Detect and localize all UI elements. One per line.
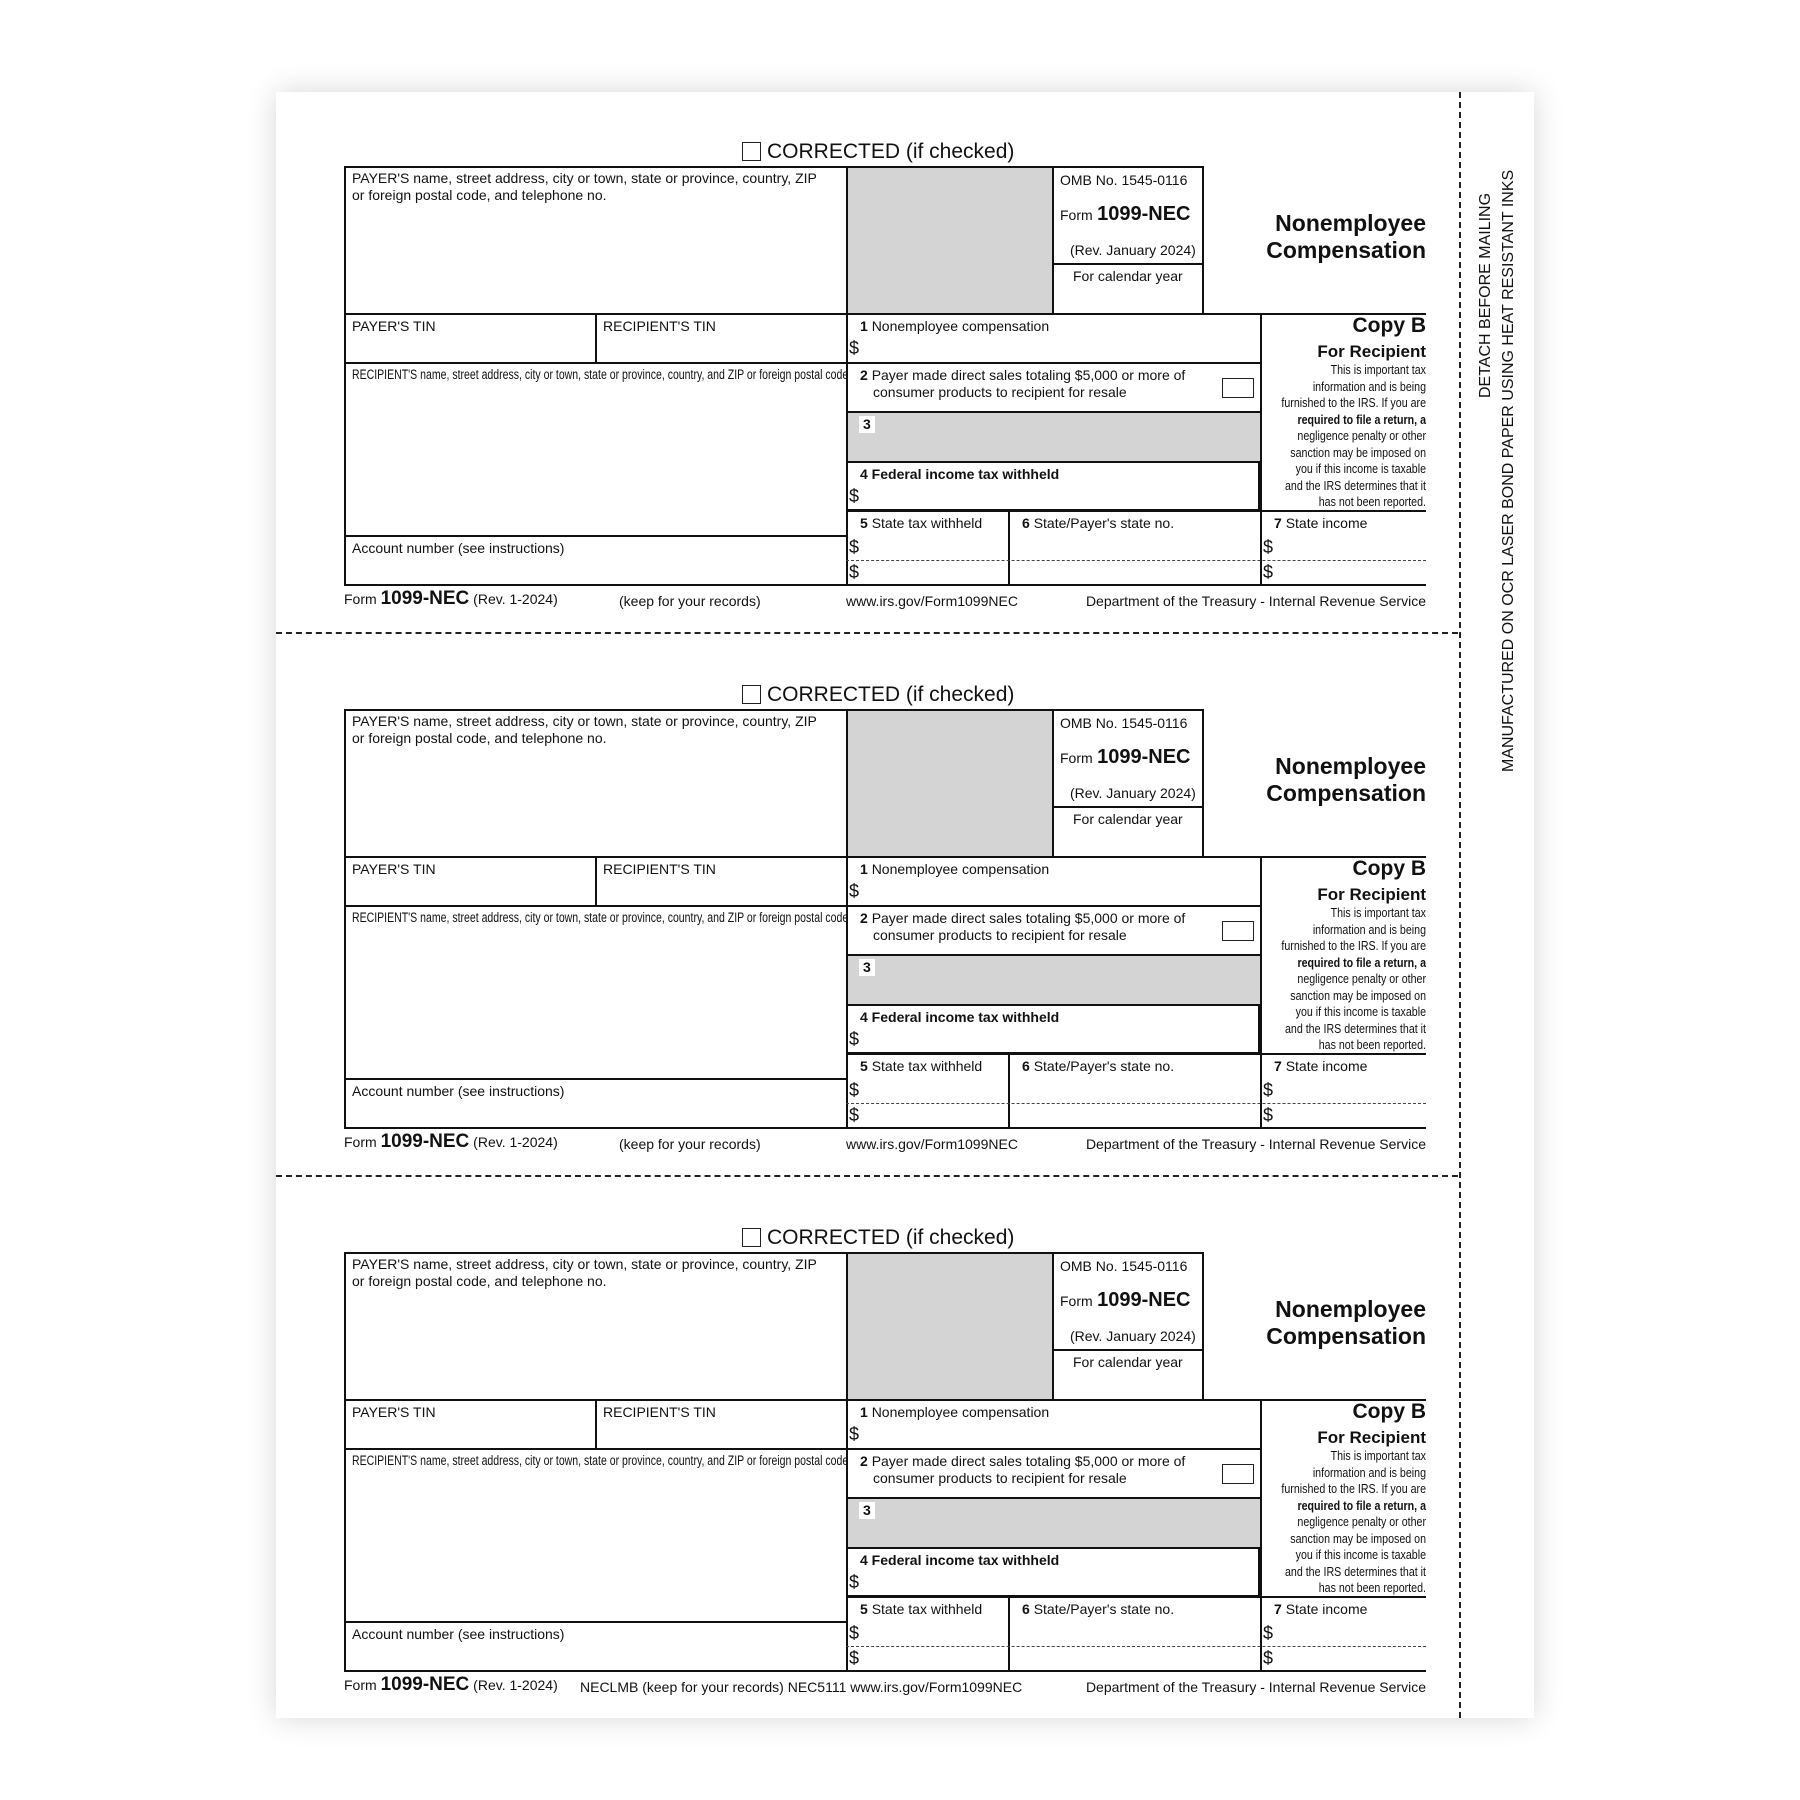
box6-number: 6 — [1022, 515, 1030, 531]
corrected-checkbox-row[interactable] — [742, 683, 1014, 707]
box7-label — [1274, 1058, 1367, 1075]
recipient-tin-field[interactable] — [600, 1422, 840, 1446]
notice-line: sanction may be imposed on — [1290, 987, 1426, 1003]
box4-dollar: $ — [849, 1029, 860, 1049]
box5-field[interactable] — [864, 1621, 1004, 1668]
footer-url[interactable]: www.irs.gov/Form1099NEC — [846, 1136, 1018, 1152]
account-top — [344, 535, 847, 537]
form-title — [1240, 753, 1426, 807]
notice-line-bold: required to file a return, a — [1297, 411, 1426, 427]
omb-right-line — [1202, 166, 1204, 314]
box5-dollar-1: $ — [849, 537, 860, 557]
box3-number: 3 — [863, 416, 871, 432]
box2-number: 2 — [860, 1453, 868, 1469]
copy-b-label: Copy B — [1352, 314, 1426, 337]
form-number: 1099-NEC — [1097, 1289, 1191, 1311]
copy-b-label: Copy B — [1352, 857, 1426, 880]
notice-line: This is important tax — [1330, 905, 1426, 920]
form-number-block — [1060, 1289, 1191, 1312]
title-line2: Compensation — [1266, 1323, 1426, 1349]
box5-label — [860, 1058, 982, 1075]
footer-form-word: Form — [344, 591, 377, 607]
notice-line: you if this income is taxable — [1295, 1547, 1426, 1562]
title-line1: Nonemployee — [1275, 753, 1426, 779]
form-title — [1240, 1296, 1426, 1350]
corrected-label: CORRECTED (if checked) — [767, 140, 1015, 163]
perforation-line-vertical — [1459, 92, 1461, 1718]
omb-right-line — [1202, 1252, 1204, 1400]
notice-line: sanction may be imposed on — [1290, 444, 1426, 460]
payer-info-label — [352, 1256, 817, 1290]
box6-text: State/Payer's state no. — [1033, 515, 1175, 531]
title-line1: Nonemployee — [1275, 210, 1426, 236]
notice-line: information and is being — [1312, 378, 1426, 394]
notice-line: negligence penalty or other — [1297, 428, 1426, 443]
box4-label: 4 Federal income tax withheld — [860, 1009, 1060, 1025]
detach-notice: DETACH BEFORE MAILING — [1477, 192, 1494, 398]
form-word: Form — [1060, 1293, 1093, 1309]
box2-label — [860, 1453, 1185, 1487]
recipient-notice — [1262, 905, 1426, 1054]
notice-line: furnished to the IRS. If you are — [1281, 1481, 1426, 1496]
omb-number: OMB No. 1545-0116 — [1060, 1258, 1188, 1274]
box6-label — [1022, 515, 1174, 532]
box7-text: State income — [1285, 515, 1368, 531]
box4-label: 4 Federal income tax withheld — [860, 466, 1060, 482]
box2-checkbox[interactable] — [1222, 1464, 1254, 1484]
notice-line: negligence penalty or other — [1297, 971, 1426, 986]
title-line1: Nonemployee — [1275, 1296, 1426, 1322]
box1-text: Nonemployee compensation — [871, 1404, 1050, 1420]
recipient-tin-field[interactable] — [600, 336, 840, 360]
notice-line: you if this income is taxable — [1295, 1004, 1426, 1019]
notice-line: you if this income is taxable — [1295, 461, 1426, 476]
box5-6-divider — [1008, 1596, 1010, 1671]
payer-info-label — [352, 713, 817, 747]
omb-left-line — [1052, 166, 1054, 314]
box1-field[interactable] — [864, 1422, 1254, 1446]
footer-form-word: Form — [344, 1134, 377, 1150]
recipient-tin-label: RECIPIENT'S TIN — [603, 318, 716, 334]
form-number-block — [1060, 203, 1191, 226]
shaded-box3 — [848, 1499, 1260, 1547]
box2-checkbox[interactable] — [1222, 921, 1254, 941]
form-number: 1099-NEC — [1097, 203, 1191, 225]
recipient-tin-label: RECIPIENT'S TIN — [603, 861, 716, 877]
omb-left-line — [1052, 709, 1054, 857]
calendar-year-label: For calendar year — [1073, 811, 1183, 827]
shaded-area-top — [848, 168, 1052, 313]
frame-top — [344, 1252, 1204, 1254]
box5-dollar-2: $ — [849, 1648, 860, 1668]
notice-line: furnished to the IRS. If you are — [1281, 938, 1426, 953]
notice-line: This is important tax — [1330, 362, 1426, 377]
box2-line2: consumer products to recipient for resale — [873, 384, 1127, 400]
title-line2: Compensation — [1266, 237, 1426, 263]
omb-number: OMB No. 1545-0116 — [1060, 715, 1188, 731]
box2-number: 2 — [860, 910, 868, 926]
box1-number: 1 — [860, 318, 868, 334]
perforation-line-1 — [276, 632, 1458, 634]
payer-info-line1: PAYER'S name, street address, city or town, state or province, country, ZIP — [352, 713, 817, 729]
box3-number: 3 — [863, 1502, 871, 1518]
corrected-checkbox[interactable] — [742, 685, 761, 704]
box7-dollar-2: $ — [1263, 562, 1274, 582]
box7-number: 7 — [1274, 1058, 1282, 1074]
for-recipient-label: For Recipient — [1317, 342, 1426, 361]
payer-tin-field[interactable] — [350, 1422, 590, 1446]
omb-number: OMB No. 1545-0116 — [1060, 172, 1188, 188]
box4-dollar: $ — [849, 486, 860, 506]
box4-label: 4 Federal income tax withheld — [860, 1552, 1060, 1568]
payer-tin-label: PAYER'S TIN — [352, 318, 436, 334]
box7-number: 7 — [1274, 1601, 1282, 1617]
tin-divider — [595, 856, 597, 906]
box1-text: Nonemployee compensation — [871, 861, 1050, 877]
footer-form-number: 1099-NEC — [380, 588, 470, 609]
box4-field[interactable] — [864, 1027, 1254, 1049]
account-top — [344, 1621, 847, 1623]
footer-url[interactable]: www.irs.gov/Form1099NEC — [846, 593, 1018, 609]
recipient-tin-field[interactable] — [600, 879, 840, 903]
recipient-info-label: RECIPIENT'S name, street address, city or town, state or province, country, and ZIP or foreign postal code — [352, 910, 849, 925]
notice-line: and the IRS determines that it — [1284, 1563, 1426, 1579]
box1-field[interactable] — [864, 879, 1254, 903]
box7-dollar-2: $ — [1263, 1105, 1274, 1125]
recipient-info-field[interactable] — [350, 388, 840, 530]
box7-dollar-1: $ — [1263, 1623, 1274, 1643]
box5-number: 5 — [860, 1601, 868, 1617]
box2-label — [860, 910, 1185, 944]
omb-year-line — [1052, 806, 1204, 808]
box7-label — [1274, 515, 1367, 532]
box1-dollar: $ — [849, 1424, 860, 1444]
shaded-box3 — [848, 956, 1260, 1004]
recipient-tin-label: RECIPIENT'S TIN — [603, 1404, 716, 1420]
box3-label — [859, 416, 875, 433]
corrected-checkbox-row[interactable] — [742, 1226, 1014, 1250]
frame-left — [344, 1252, 346, 1672]
payer-tin-label: PAYER'S TIN — [352, 1404, 436, 1420]
box1-field[interactable] — [864, 336, 1254, 360]
footer-keep: (keep for your records) — [619, 1136, 761, 1152]
box5-dollar-1: $ — [849, 1623, 860, 1643]
shaded-area-top — [848, 711, 1052, 856]
frame-left — [344, 709, 346, 1129]
footer-department: Department of the Treasury - Internal Revenue Service — [1085, 1679, 1426, 1695]
payer-info-line1: PAYER'S name, street address, city or town, state or province, country, ZIP — [352, 170, 817, 186]
box5-dollar-2: $ — [849, 1105, 860, 1125]
corrected-checkbox[interactable] — [742, 1228, 761, 1247]
form-1099-nec-copy — [0, 543, 1800, 1152]
notice-line: negligence penalty or other — [1297, 1514, 1426, 1529]
box2-line1: Payer made direct sales totaling $5,000 or more of — [871, 367, 1186, 383]
footer-department: Department of the Treasury - Internal Revenue Service — [1085, 593, 1426, 609]
notice-line-bold: required to file a return, a — [1297, 954, 1426, 970]
payer-info-label — [352, 170, 817, 204]
payer-tin-field[interactable] — [350, 336, 590, 360]
frame-top — [344, 709, 1204, 711]
box5-text: State tax withheld — [871, 1601, 983, 1617]
notice-line: sanction may be imposed on — [1290, 1530, 1426, 1546]
payer-info-line2: or foreign postal code, and telephone no. — [352, 1273, 607, 1289]
calendar-year-label: For calendar year — [1073, 1354, 1183, 1370]
footer-revision: (Rev. 1-2024) — [473, 591, 558, 607]
box2-line1: Payer made direct sales totaling $5,000 or more of — [871, 910, 1186, 926]
notice-line-bold: required to file a return, a — [1297, 1497, 1426, 1513]
account-label: Account number (see instructions) — [352, 1083, 565, 1099]
corrected-label: CORRECTED (if checked) — [767, 683, 1015, 706]
notice-line: has not been reported. — [1318, 494, 1426, 509]
notice-line: information and is being — [1312, 1464, 1426, 1480]
shaded-area-top — [848, 1254, 1052, 1399]
notice-line: and the IRS determines that it — [1284, 1020, 1426, 1036]
notice-line: has not been reported. — [1318, 1580, 1426, 1595]
account-label: Account number (see instructions) — [352, 540, 565, 556]
box2-line2: consumer products to recipient for resale — [873, 1470, 1127, 1486]
recipient-notice — [1262, 1448, 1426, 1597]
footer-keep: NECLMB (keep for your records) NEC5111 www.irs.gov/Form1099NEC — [580, 1679, 1023, 1695]
box6-label — [1022, 1601, 1174, 1618]
box5-text: State tax withheld — [871, 515, 983, 531]
box6-number: 6 — [1022, 1601, 1030, 1617]
recipient-info-field[interactable] — [350, 931, 840, 1073]
box7-dollar-1: $ — [1263, 537, 1274, 557]
notice-line: has not been reported. — [1318, 1037, 1426, 1052]
box2-checkbox[interactable] — [1222, 378, 1254, 398]
box7-text: State income — [1285, 1058, 1368, 1074]
calendar-year-label: For calendar year — [1073, 268, 1183, 284]
form-title — [1240, 210, 1426, 264]
box6-label — [1022, 1058, 1174, 1075]
footer-form-number: 1099-NEC — [380, 1131, 470, 1152]
box5-label — [860, 515, 982, 532]
omb-year-line — [1052, 1349, 1204, 1351]
box6-field[interactable] — [1012, 1621, 1256, 1668]
omb-right-line — [1202, 709, 1204, 857]
box1-dollar: $ — [849, 881, 860, 901]
box1-label — [860, 1404, 1049, 1421]
box2-number: 2 — [860, 367, 868, 383]
box6-text: State/Payer's state no. — [1033, 1058, 1175, 1074]
frame-left — [344, 166, 346, 586]
footer-revision: (Rev. 1-2024) — [473, 1134, 558, 1150]
revision-date: (Rev. January 2024) — [1070, 242, 1196, 258]
box4-field[interactable] — [864, 1570, 1254, 1592]
box5-number: 5 — [860, 515, 868, 531]
form-1099-nec-copy — [0, 1086, 1800, 1695]
footer-middle — [580, 1679, 1022, 1695]
footer-form-word: Form — [344, 1677, 377, 1693]
footer-form — [344, 1674, 558, 1696]
revision-date: (Rev. January 2024) — [1070, 785, 1196, 801]
footer-department: Department of the Treasury - Internal Revenue Service — [1085, 1136, 1426, 1152]
payer-info-field[interactable] — [350, 747, 840, 851]
row-box1-bottom — [344, 905, 1260, 907]
box1-text: Nonemployee compensation — [871, 318, 1050, 334]
frame-top — [344, 166, 1204, 168]
box1-label — [860, 318, 1049, 335]
account-field[interactable] — [350, 1644, 840, 1668]
box5-text: State tax withheld — [871, 1058, 983, 1074]
row-box1-bottom — [344, 362, 1260, 364]
for-recipient-label: For Recipient — [1317, 1428, 1426, 1447]
payer-info-field[interactable] — [350, 204, 840, 308]
box2-line2: consumer products to recipient for resale — [873, 927, 1127, 943]
shaded-box3 — [848, 413, 1260, 461]
corrected-checkbox[interactable] — [742, 142, 761, 161]
omb-left-line — [1052, 1252, 1054, 1400]
box5-label — [860, 1601, 982, 1618]
account-top — [344, 1078, 847, 1080]
box1-dollar: $ — [849, 338, 860, 358]
box7-label — [1274, 1601, 1367, 1618]
omb-year-line — [1052, 263, 1204, 265]
payer-tin-field[interactable] — [350, 879, 590, 903]
title-line2: Compensation — [1266, 780, 1426, 806]
box3-label — [859, 1502, 875, 1519]
footer-revision: (Rev. 1-2024) — [473, 1677, 558, 1693]
payer-info-field[interactable] — [350, 1290, 840, 1394]
footer-keep: (keep for your records) — [619, 593, 761, 609]
payer-info-line1: PAYER'S name, street address, city or town, state or province, country, ZIP — [352, 1256, 817, 1272]
box2-line1: Payer made direct sales totaling $5,000 or more of — [871, 1453, 1186, 1469]
box6-number: 6 — [1022, 1058, 1030, 1074]
box5-number: 5 — [860, 1058, 868, 1074]
box3-number: 3 — [863, 959, 871, 975]
box7-dollar-1: $ — [1263, 1080, 1274, 1100]
notice-line: and the IRS determines that it — [1284, 477, 1426, 493]
box5-dollar-1: $ — [849, 1080, 860, 1100]
corrected-checkbox-row[interactable] — [742, 140, 1014, 164]
tin-divider — [595, 313, 597, 363]
box5-dollar-2: $ — [849, 562, 860, 582]
row-box1-bottom — [344, 1448, 1260, 1450]
box7-number: 7 — [1274, 515, 1282, 531]
payer-tin-label: PAYER'S TIN — [352, 861, 436, 877]
box1-number: 1 — [860, 1404, 868, 1420]
account-label: Account number (see instructions) — [352, 1626, 565, 1642]
recipient-info-label: RECIPIENT'S name, street address, city or town, state or province, country, and ZIP or foreign postal code — [352, 367, 849, 382]
box7-dollar-2: $ — [1263, 1648, 1274, 1668]
manufacture-notice: MANUFACTURED ON OCR LASER BOND PAPER USING HEAT RESISTANT INKS — [1500, 169, 1517, 772]
box2-label — [860, 367, 1185, 401]
recipient-notice — [1262, 362, 1426, 511]
recipient-info-label: RECIPIENT'S name, street address, city or town, state or province, country, and ZIP or foreign postal code — [352, 1453, 849, 1468]
revision-date: (Rev. January 2024) — [1070, 1328, 1196, 1344]
footer-form-number: 1099-NEC — [380, 1674, 470, 1695]
corrected-label: CORRECTED (if checked) — [767, 1226, 1015, 1249]
frame-bottom — [344, 1670, 1426, 1672]
payer-info-line2: or foreign postal code, and telephone no. — [352, 187, 607, 203]
form-word: Form — [1060, 207, 1093, 223]
notice-line: This is important tax — [1330, 1448, 1426, 1463]
notice-line: information and is being — [1312, 921, 1426, 937]
payer-info-line2: or foreign postal code, and telephone no. — [352, 730, 607, 746]
box7-text: State income — [1285, 1601, 1368, 1617]
for-recipient-label: For Recipient — [1317, 885, 1426, 904]
notice-line: furnished to the IRS. If you are — [1281, 395, 1426, 410]
tin-divider — [595, 1399, 597, 1449]
box3-label — [859, 959, 875, 976]
form-word: Form — [1060, 750, 1093, 766]
recipient-info-field[interactable] — [350, 1474, 840, 1616]
box1-number: 1 — [860, 861, 868, 877]
form-number-block — [1060, 746, 1191, 769]
form-number: 1099-NEC — [1097, 746, 1191, 768]
box6-text: State/Payer's state no. — [1033, 1601, 1175, 1617]
box1-label — [860, 861, 1049, 878]
copy-b-label: Copy B — [1352, 1400, 1426, 1423]
perforation-line-2 — [276, 1175, 1458, 1177]
box7-field[interactable] — [1278, 1621, 1426, 1668]
box4-field[interactable] — [864, 484, 1254, 506]
box4-dollar: $ — [849, 1572, 860, 1592]
